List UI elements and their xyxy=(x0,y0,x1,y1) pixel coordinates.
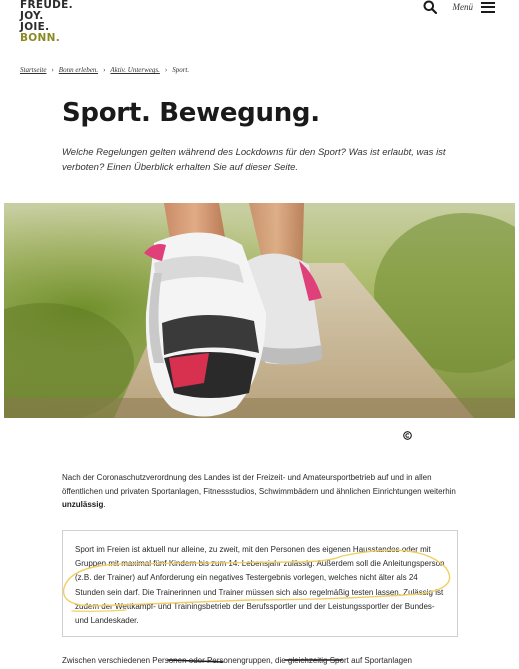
copyright-icon[interactable] xyxy=(403,431,412,440)
intro-end: . xyxy=(103,500,106,509)
breadcrumb-item-startseite[interactable]: Startseite xyxy=(20,66,47,74)
next-paragraph: Zwischen verschiedenen Personen oder Personengruppen, die gleichzeitig Sport auf Sportanlagen xyxy=(62,656,413,665)
logo-line-bonn: BONN. xyxy=(20,32,60,44)
running-shoe-illustration xyxy=(4,203,515,418)
breadcrumb-item-bonn-erleben[interactable]: Bonn erleben. xyxy=(58,66,99,74)
lead-paragraph: Welche Regelungen gelten während des Lockdowns für den Sport? Was ist erlaubt, was ist verboten? Einen Überblick erhalten Sie auf dieser Seite. xyxy=(62,147,446,173)
breadcrumb-item-current: Sport. xyxy=(172,66,190,74)
info-box xyxy=(62,530,458,637)
hero-image xyxy=(4,203,515,418)
intro-paragraph xyxy=(62,471,472,512)
breadcrumb xyxy=(20,66,189,74)
logo-line-joie: JOIE. xyxy=(20,21,50,33)
breadcrumb-item-aktiv-unterwegs[interactable]: Aktiv. Unterwegs. xyxy=(110,66,160,74)
breadcrumb-separator: › xyxy=(164,66,168,74)
logo-line-joy: JOY. xyxy=(20,10,44,22)
intro-strong-text: unzulässig xyxy=(62,500,104,509)
breadcrumb-separator: › xyxy=(103,66,106,74)
site-logo[interactable] xyxy=(20,0,73,44)
page-title: Sport. Bewegung. xyxy=(62,98,320,128)
search-icon[interactable] xyxy=(423,0,437,14)
logo-line-freude: FREUDE. xyxy=(20,0,73,11)
info-box-text: Sport im Freien ist aktuell nur alleine, zu zweit, mit den Personen des eigenen Hausstandes oder mit Gruppen mit maximal fünf Kindern bis zum 14. Lebensjahr zulässig. Außerdem soll die Anleitungsperson (z.B. der Trainer) auf Anforderung ein negatives Testergebnis vorlegen, welches nicht älter als 24 Stunden sein darf. Die Trainerinnen und Trainer müssen sich also regelmäßig testen lassen. Zulässig ist zudem der Wettkampf- und Trainingsbetrieb der Berufssportler und der Leistungssportler der Bundes- und Landeskader. xyxy=(75,545,445,626)
top-navigation xyxy=(423,0,496,14)
menu-label[interactable]: Menü xyxy=(452,2,473,12)
breadcrumb-separator: › xyxy=(51,66,54,74)
intro-text: Nach der Coronaschutzverordnung des Landes ist der Freizeit- und Amateursportbetrieb auf und in allen öffentlichen und privaten Sportanlagen, Fitnessstudios, Schwimmbädern und ähnlichen Einrichtungen weiterhin xyxy=(62,473,456,496)
hamburger-icon[interactable] xyxy=(481,2,495,13)
